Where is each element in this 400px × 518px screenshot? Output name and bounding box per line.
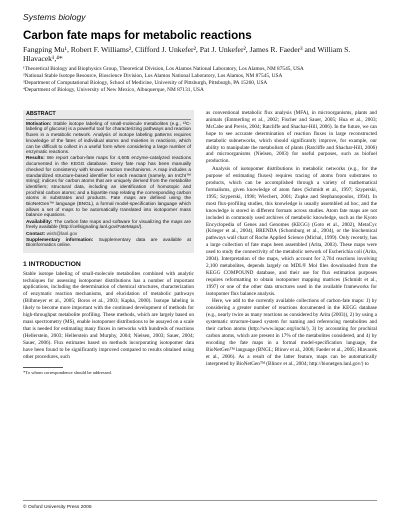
- affiliation-2: ²National Stable Isotope Resource, Bioscience Division, Los Alamos National Laboratory, Los Alamos, NM 87545, USA: [23, 72, 283, 79]
- abstract-contact: [26, 232, 191, 238]
- journal-section: Systems biology: [23, 12, 86, 22]
- left-column: [23, 110, 194, 376]
- abstract-label: Contact:: [26, 231, 46, 237]
- affiliation-list: [23, 66, 377, 95]
- body-paragraph: Analysis of isotopomer distributions in metabolic networks (e.g., for the purpose of estimating fluxes) requires tracing of atoms from substrates to products, which can be accomplished through a variety of mathematical formalisms, given knowledge of atom fates (Schmidt et al., 1997; Szyperski, 1995; Szyperski, 1998; Wiechert, 2001; Zupke and Stephanopoulos, 1994). In most flux-profiling studies, this knowledge is usually assembled ad hoc, and the knowledge is stored in different formats across studies. Atom fate maps are not included in commonly used archives of metabolic knowledge, such as the Kyoto Encyclopedia of Genes and Genomes (KEGG) (Goto et al., 2002), MetaCyc (Krieger et al., 2004), BRENDA (Schomburg et al., 2004), or the biochemical pathways wall chart of Roche Applied Science (Michal, 1999). Only recently, has a large collection of fate maps been assembled (Arita, 2003). These maps were used to study the connectivity of the metabolic network of Escherichia coli (Arita, 2004). Interpretation of the maps, which account for 2,764 reactions involving 2,100 metabolites, depends largely on MDL® Mol files downloaded from the KEGG COMPOUND database, and their use for flux estimation purposes requires reformatting to obtain isotopomer mapping matrices (Schmidt et al., 1997) or one of the other data structures used in the available frameworks for isotopomer flux balance analysis.: [206, 166, 377, 297]
- affiliation-4: ⁴Department of Biology, University of New Mexico, Albuquerque, NM 87131, USA: [23, 87, 204, 94]
- footer-divider: [23, 500, 377, 501]
- intro-paragraph: Stable isotope labeling of small-molecule metabolites combined with analytic techniques for assessing isotopomer distributions has a number of important applications, including the determination of chemical structures, characterization of enzymatic reaction mechanisms, and elucidation of metabolic pathways (Bilhmeyer et al., 2005; Boros et al., 2003; Kapha, 2000). Isotope labeling is likely to become more important with the continued development of methods for high-throughput metabolite profiling. These methods, which are largely based on mass spectrometry (MS), enable isotopomer distributions to be assayed on a scale that is needed for estimating many fluxes in networks with hundreds of reactions (Hellerstein, 2003; Hellerstein and Murphy, 2004; Nielsen, 2003; Sauer, 2004; Sauer, 2006). Flux estimates based on methods incorporating isotopomer data have been found to be significantly improved compared to results obtained using other procedures, such: [23, 270, 194, 360]
- paper-title: Carbon fate maps for metabolic reactions: [23, 29, 252, 42]
- abstract-label: Availability:: [26, 219, 53, 225]
- abstract-availability: [26, 220, 191, 231]
- body-paragraph: Here, we add to the currently available collections of carbon-fate maps: 1) by considering a greater number of reactions documented in the KEGG database (e.g., nearly twice as many reactions as considered by Arita (2003)), 2) by using a systematic structure-based system for naming and referencing metabolites and their carbon atoms (http://www.iupac.org/inchi/), 3) by accounting for prochiral carbon atoms, which are present in 17% of the metabolites considered, and 4) by encoding the fate maps in a formal model-specification language, the BioNetGen™ language (BNGL; Blinov et al., 2006; Faeder et al., 2005; Hlavacek et al., 2006). As a result of the latter feature, maps can be automatically interpreted by BioNetGen™ (Blinov et al., 2004; http://bionetgen.lanl.gov/) to: [206, 298, 377, 367]
- abstract-supplementary: [26, 238, 191, 249]
- contact-email-link[interactable]: wish@lanl.gov: [45, 231, 78, 237]
- abstract-label: Supplementary information:: [26, 237, 94, 243]
- footnote-divider: [23, 367, 63, 368]
- right-column: [206, 110, 377, 376]
- abstract-box: [23, 110, 194, 253]
- abstract-motivation: [26, 122, 191, 156]
- abstract-text: Stable isotope labeling of small-molecule metabolites (e.g., ¹³C-labeling of glucose) is a powerful tool for characterizing pathways and reaction fluxes in a metabolic network. Analysis of isotope labeling patterns requires knowledge of the fates of individual atoms and moieties in reactions, which can be difficult to collect in a useful form when considering a large number of enzymatic reactions.: [26, 121, 191, 156]
- section-heading-introduction: 1 INTRODUCTION: [23, 260, 81, 268]
- two-column-body: [23, 110, 377, 376]
- abstract-text: Supplementary data are available at Bioinformatics online.: [26, 237, 191, 249]
- copyright-notice: © Oxford University Press 2005: [23, 505, 92, 510]
- abstract-text: The carbon fate maps and software for visualizing the maps are freely available (http://cellsignaling.lanl.gov/FateMaps/).: [26, 219, 191, 231]
- affiliation-1: ¹Theoretical Biology and Biophysics Group, Theoretical Division, Los Alamos National Laboratory, Los Alamos, NM 87545, USA: [23, 65, 304, 72]
- abstract-label: Results:: [26, 156, 45, 162]
- abstract-heading: ABSTRACT: [26, 112, 191, 120]
- affiliation-3: ³Department of Computational Biology, School of Medicine, University of Pittsburgh, Pittsburgh, PA 15260, USA: [23, 80, 268, 87]
- abstract-text: We report carbon-fate maps for 4,605 enzyme-catalyzed reactions documented in the KEGG database. Every fate map has been manually checked for consistency with known reaction mechanisms. A map includes a standardized structure-based identifier for each reactant (namely, an InChI™ string); indices for carbon atoms that are uniquely derived from the metabolite identifiers; structural data, including an identification of homotopic and prochiral carbon atoms; and a bipartite map relating the corresponding carbon atoms in substrates and products. Fate maps are defined using the BioNetGen™ language (BNGL), a formal model-specification language which allows a set of maps to be automatically translated into isotopomer mass balance equations.: [26, 156, 191, 219]
- correspondence-footnote: *To whom correspondence should be addressed.: [23, 370, 112, 376]
- author-list: Fangping Mu¹, Robert F. Williams², Clifford J. Unkefer², Pat J. Unkefer², James R. Faeder³ and William S. Hlavacek¹,⁴*: [23, 45, 351, 64]
- abstract-results: [26, 156, 191, 219]
- body-paragraph: as conventional metabolic flux analysis (MFA), in microorganisms, plants and animals (Emmerling et al., 2002; Fischer and Sauer, 2005; Hua et al., 2003; McCabe and Previs, 2004; Ratcliffe and Shachar-Hill, 2006). In the future, we can hope to see accurate determination of reaction fluxes in large reconstructed metabolic subnetworks, which should significantly improve, for example, our ability to manipulate the metabolism of plants (Ratcliffe and Shachar-Hill, 2006) and microorganisms (Nielsen, 2003) for useful purposes, such as biofuel production.: [206, 110, 377, 165]
- abstract-label: Motivation:: [26, 121, 52, 127]
- page-footer: [23, 505, 92, 510]
